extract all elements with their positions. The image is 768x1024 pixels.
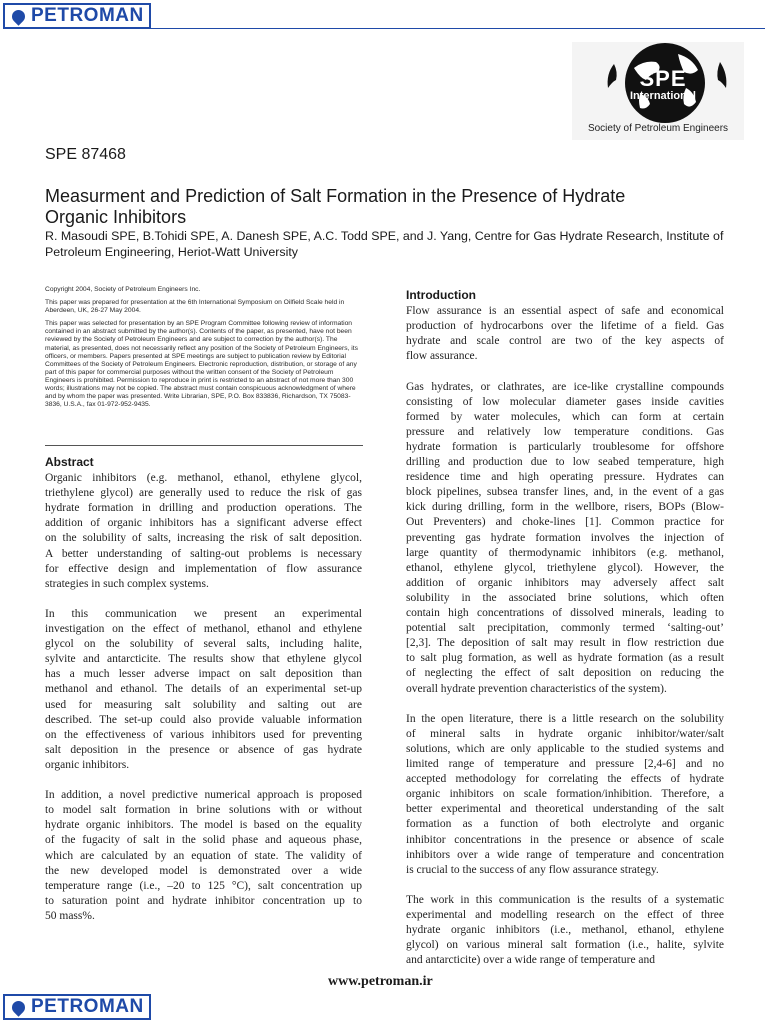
text-line: organic inhibitors. xyxy=(45,758,130,771)
text-line: hydrate formation is particularly troublesome for offshore xyxy=(406,440,724,453)
logo-caption: Society of Petroleum Engineers xyxy=(587,123,729,134)
text-line: flow assurance. xyxy=(406,350,478,363)
text-line: addition of organic inhibitors has a significant adverse effect xyxy=(45,517,362,530)
text-line: used for measuring salt solubility and salting out are xyxy=(45,698,362,711)
text-line: production of hydrocarbons over the lifetime of a field. Gas xyxy=(406,320,724,333)
text-line: overall hydrate prevention characteristics of the system). xyxy=(406,682,667,695)
text-line: on the effectiveness of various inhibitors used for preventing xyxy=(45,728,362,741)
text-line: of mineral salts in hydrate organic inhibitor/water/salt xyxy=(406,727,724,740)
text-line: The work in this communication is the results of a systematic xyxy=(406,893,724,906)
copyright-notice xyxy=(45,286,363,409)
text-line: potential salt precipitation, commonly termed ‘salting-out’ xyxy=(406,622,724,635)
presentation-note: This paper was prepared for presentation at the 6th International Symposium on Oilfield Scale held in Aberdeen, UK, 26-27 May 2004. xyxy=(45,299,345,315)
logo-subtitle: International xyxy=(629,90,696,102)
text-line: large quantity of thermodynamic inhibitors (e.g. methanol, xyxy=(406,546,724,559)
text-line: limited range of temperature and pressure [2,4-6] and no xyxy=(406,758,724,770)
text-line: sylvite and antarcticite. The results show that ethylene glycol xyxy=(45,653,362,666)
text-line: A better understanding of salting-out problems is necessary xyxy=(45,547,362,560)
text-line: to model salt formation in brine solutions with or without xyxy=(45,804,362,817)
text-line: hydrate and scale control are two of the key aspects of xyxy=(406,335,724,348)
text-line: Flow assurance is an essential aspect of safe and economical xyxy=(406,305,724,317)
paragraph-gap xyxy=(45,773,362,788)
text-line: triethylene glycol) are generally used to reduce the risk of gas xyxy=(45,487,362,500)
text-line: salt deposition in the presence or absence of gas hydrate xyxy=(45,743,362,756)
text-line: better experimental and theoretical understanding of the salt xyxy=(406,803,724,816)
text-line: which are calculated by an equation of state. The validity of xyxy=(45,849,362,862)
text-line: contain high concentrations of dissolved minerals, leading to xyxy=(406,607,724,619)
brand-name: PETROMAN xyxy=(31,5,144,26)
paper-authors: R. Masoudi SPE, B.Tohidi SPE, A. Danesh SPE, A.C. Todd SPE, and J. Yang, Centre for Gas Hydrate Research, Institute of Petroleum Engineering, Heriot-Watt University xyxy=(45,229,724,259)
paragraph-gap xyxy=(406,878,724,893)
oil-drop-icon xyxy=(9,7,27,25)
text-line: formed by water molecules, which can form at certain xyxy=(406,410,724,423)
text-line: for effective design and implementation of flow assurance xyxy=(45,562,362,575)
text-line: Organic inhibitors (e.g. methanol, ethanol, ethylene glycol, xyxy=(45,472,362,484)
text-line: drilling and production due to low seabed temperature, high xyxy=(406,456,724,468)
text-line: of neglecting the effect of salt deposition on reducing the xyxy=(406,667,724,680)
text-line: hydrate organic inhibitors. The model is based on the equality xyxy=(45,819,362,832)
text-line: inhibitors over a wide range of temperature and concentration xyxy=(406,848,724,861)
abstract-heading: Abstract xyxy=(45,455,94,469)
text-line: is crucial to the success of any flow assurance strategy. xyxy=(406,863,659,876)
text-line: of the fugacity of salt in the solid phase and aqueous phase, xyxy=(45,834,362,847)
text-line: residence time and high operating pressure. Hydrates can xyxy=(406,471,724,484)
text-line: ethanol, ethylene glycol, triethylene glycol). However, the xyxy=(406,561,724,574)
text-line: to saturation point and hydrate inhibitor concentration up to xyxy=(45,894,362,907)
text-line: pressure and relatively low temperature conditions. Gas xyxy=(406,425,724,438)
text-line: strategies in such complex systems. xyxy=(45,577,209,590)
text-line: accepted methodology for correlating the effects of hydrate xyxy=(406,773,724,786)
text-line: hydrate organic inhibitors (i.e., methanol, ethanol, ethylene xyxy=(406,924,724,937)
text-line: experimental and modelling research on the effect of three xyxy=(406,909,724,921)
introduction-heading: Introduction xyxy=(406,288,476,302)
paragraph-gap xyxy=(406,697,724,712)
text-line: the new developed model is demonstrated over a wide xyxy=(45,864,362,877)
header-divider xyxy=(3,28,765,29)
paragraph-gap xyxy=(45,592,362,607)
text-line: temperature range (i.e., –20 to 125 °C), salt concentration up xyxy=(45,879,362,892)
text-line: preventing gas hydrate formation involves the injection of xyxy=(406,531,724,544)
paper-title: Measurment and Prediction of Salt Formation in the Presence of Hydrate Organic Inhibitors xyxy=(45,186,626,227)
text-line: glycol) on various mineral salt formation (i.e., halite, sylvite xyxy=(406,939,724,952)
text-line: block pipelines, subsea transfer lines, and, in the event of a gas xyxy=(406,486,724,499)
text-line: has a much lesser adverse impact on salt deposition than xyxy=(45,668,362,681)
oil-drop-icon xyxy=(9,998,27,1016)
logo-wordmark xyxy=(624,68,702,102)
petroman-footer-logo xyxy=(3,994,151,1020)
text-line: organic inhibitors on scale formation/inhibition. Therefore, a xyxy=(406,788,724,801)
brand-name: PETROMAN xyxy=(31,996,144,1017)
text-line: to salt plug formation, as well as hydrate formation (as a result xyxy=(406,652,724,665)
text-line: glycol on the solubility of several salts, including halite, xyxy=(45,638,362,651)
logo-acronym: SPE xyxy=(639,66,687,91)
text-line: In the open literature, there is a little research on the solubility xyxy=(406,712,724,725)
text-line: [2,3]. The deposition of salt may result in flow restriction due xyxy=(406,637,724,650)
footer-url: www.petroman.ir xyxy=(328,974,433,989)
text-line: described. The set-up could also provide valuable information xyxy=(45,713,362,726)
text-line: solutions, which are only applicable to the studied systems and xyxy=(406,742,724,755)
paper-number: SPE 87468 xyxy=(45,146,126,163)
copyright-divider xyxy=(45,445,363,446)
text-line: Out Preventers) and choke-lines [1]. Common practice for xyxy=(406,516,724,529)
paragraph-gap xyxy=(406,364,724,379)
review-disclaimer: This paper was selected for presentation by an SPE Program Committee following review of information contained in an abstract submitted by the author(s). Contents of the paper, as presented, have not been reviewed by the Society of Petroleum Engineers and are subject to correction by the author(s). The material, as presented, does not necessarily reflect any position of the Society of Petroleum Engineers, its officers, or members. Papers presented at SPE meetings are subject to publication review by Editorial Committees of the Society of Petroleum Engineers. Electronic reproduction, distribution, or storage of any part of this paper for commercial purposes without the written consent of the Society of Petroleum Engineers is prohibited. Permission to reproduce in print is restricted to an abstract of not more than 300 words; illustrations may not be copied. The abstract must contain conspicuous acknowledgment of where and by whom the paper was presented. Write Librarian, SPE, P.O. Box 833836, Richardson, TX 75083-3836, U.S.A., fax 01-972-952-9435. xyxy=(45,320,358,409)
spe-logo xyxy=(572,42,744,140)
text-line: kick during drilling, form in the wellbore, risers, BOPs (Blow- xyxy=(406,501,724,514)
text-line: solubility in the associated brine solutions, which often xyxy=(406,591,724,604)
text-line: consisting of low molecular diameter gases inside cavities xyxy=(406,395,724,408)
text-line: and antarcticite) over a wide range of temperature and xyxy=(406,954,656,967)
text-line: 50 mass%. xyxy=(45,909,95,922)
text-line: Gas hydrates, or clathrates, are ice-like crystalline compounds xyxy=(406,380,724,393)
text-line: hydrate formation in drilling and production operations. The xyxy=(45,502,362,515)
text-line: addition of organic inhibitors may adversely affect salt xyxy=(406,576,724,589)
petroman-logo xyxy=(3,3,151,29)
text-line: In addition, a novel predictive numerical approach is proposed xyxy=(45,789,362,802)
text-line: inhibitor concentrations in the presence or absence of scale xyxy=(406,833,724,846)
text-line: on the solubility of salts, increasing the risk of salt deposition. xyxy=(45,532,362,545)
text-line: In this communication we present an experimental xyxy=(45,607,362,620)
text-line: methanol and ethanol. The details of an experimental set-up xyxy=(45,683,362,696)
text-line: formation as a function of both electrolyte and organic xyxy=(406,818,724,831)
text-line: investigation on the effect of methanol, ethanol and ethylene xyxy=(45,623,362,635)
copyright-line: Copyright 2004, Society of Petroleum Engineers Inc. xyxy=(45,286,201,293)
